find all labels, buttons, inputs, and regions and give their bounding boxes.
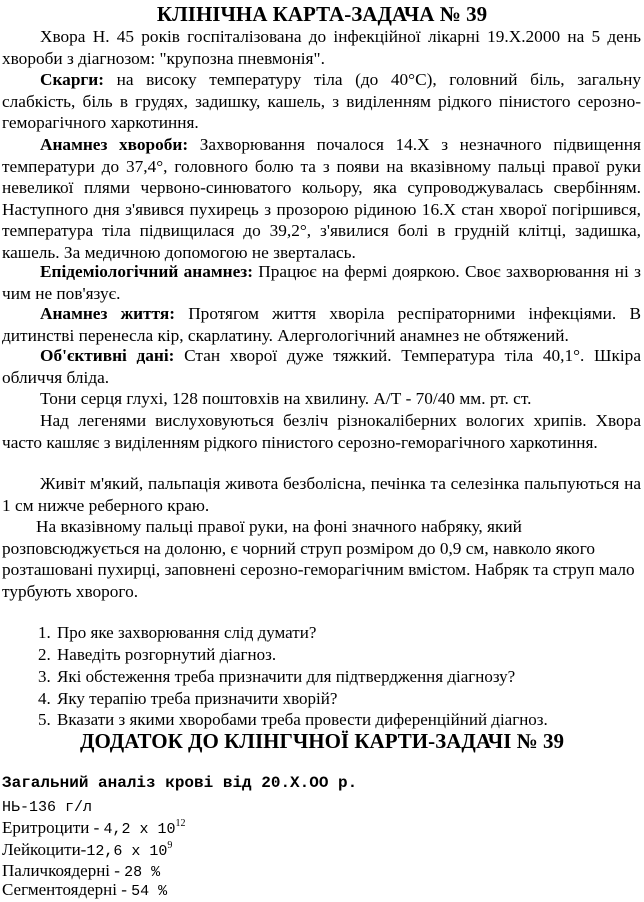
complaints-paragraph xyxy=(2,69,641,134)
epid-text: Працює на фермі дояркою. Своє захворювання ні з чим не пов'язує. xyxy=(2,262,641,303)
objective-text: Стан хворої дуже тяжкий. Температура тіла 40,1°. Шкіра обличчя бліда. xyxy=(2,346,641,387)
question-text: Яку терапію треба призначити хворій? xyxy=(57,689,338,708)
question-number: 4. xyxy=(38,689,51,708)
question-3 xyxy=(38,666,515,688)
question-2 xyxy=(38,644,276,666)
hemoglobin-value: НЬ-136 г/л xyxy=(2,799,93,816)
heart-paragraph: Тони серця глухі, 128 поштовхів на хвилину. А/Т - 70/40 мм. рт. ст. xyxy=(40,389,532,408)
erythrocytes-exponent: 12 xyxy=(175,818,186,829)
question-number: 3. xyxy=(38,667,51,686)
question-4 xyxy=(38,688,337,710)
abdomen-paragraph: Живіт м'який, пальпація живота безболісна, печінка та селезінка пальпуються на 1 см нижче реберного краю. xyxy=(2,474,641,515)
segmented-neutrophils-value: 54 % xyxy=(131,883,168,900)
history-text: Захворювання почалося 14.Х з незначного підвищення температури до 37,4°, головного болю та з появи на вказівному пальці правої руки невеликої плями червоно-синюватого кольору, яка супроводжувалась свербінням. Наступного дня з'явився пухирець з прозорою рідиною 16.Х стан хворої погіршився, температура тіла підвищилася до 39,2°, з'явилися болі в грудній клітці, задишка, кашель. За медичною допомогою не зверталась. xyxy=(2,135,641,262)
question-text: Які обстеження треба призначити для підтвердження діагнозу? xyxy=(57,667,516,686)
question-text: Про яке захворювання слід думати? xyxy=(57,623,317,642)
blood-test-heading: Загальний аналіз крові від 20.Х.ОО р. xyxy=(2,774,358,792)
life-paragraph xyxy=(2,303,641,346)
leukocytes-value: 12,6 х 10 xyxy=(86,843,168,860)
question-text: Наведіть розгорнутий діагноз. xyxy=(57,645,277,664)
leukocytes-row xyxy=(2,840,172,862)
question-5 xyxy=(38,709,548,731)
segmented-neutrophils-row xyxy=(2,880,167,902)
objective-label: Об'єктивні дані: xyxy=(40,346,175,365)
finger-paragraph: На вказівному пальці правої руки, на фоні значного набряку, який розповсюджується на долоню, є чорний струп розміром до 0,9 см, навколо якого розташовані пухирці, заповнені серозно-геморагічним вмістом. Набряк та струп мало турбують хворого. xyxy=(2,517,635,601)
leukocytes-exponent: 9 xyxy=(167,840,173,851)
life-text: Протягом життя хворіла респіраторними інфекціями. В дитинстві перенесла кір, скарлатину. Алергологічний анамнез не обтяжений. xyxy=(2,304,641,345)
intro-paragraph: Хвора Н. 45 років госпіталізована до інфекційної лікарні 19.Х.2000 на 5 день хвороби з діагнозом: "крупозна пневмонія". xyxy=(2,27,641,68)
segmented-neutrophils-label: Сегментоядерні - xyxy=(2,880,132,899)
complaints-text: на високу температуру тіла (до 40°С), головний біль, загальну слабкість, біль в грудях, задишку, кашель, з виділенням рідкого пінистого серозно-геморагічного харкотиння. xyxy=(2,70,641,133)
erythrocytes-label: Еритроцити - xyxy=(2,818,104,837)
question-number: 5. xyxy=(38,710,51,729)
life-label: Анамнез життя: xyxy=(40,304,175,323)
history-paragraph xyxy=(2,134,641,264)
question-text: Вказати з якими хворобами треба провести диференційний діагноз. xyxy=(57,710,548,729)
page-title: КЛІНІЧНА КАРТА-ЗАДАЧА № 39 xyxy=(156,2,488,26)
history-label: Анамнез хвороби: xyxy=(40,135,189,154)
appendix-title: ДОДАТОК ДО КЛІНГЧНОЇ КАРТИ-ЗАДАЧІ № 39 xyxy=(80,729,564,753)
erythrocytes-row xyxy=(2,818,186,840)
question-1 xyxy=(38,622,316,644)
complaints-label: Скарги: xyxy=(40,70,104,89)
leukocytes-label: Лейкоцити- xyxy=(2,840,87,859)
lungs-paragraph: Над легенями вислуховуються безліч різнокаліберних вологих хрипів. Хвора часто кашляє з виділенням рідкого пінистого серозно-геморагічного харкотиння. xyxy=(2,411,641,452)
hemoglobin-row xyxy=(2,796,92,818)
epid-label: Епідеміологічний анамнез: xyxy=(40,262,253,281)
band-neutrophils-value: 28 % xyxy=(124,864,161,881)
question-number: 2. xyxy=(38,645,51,664)
objective-paragraph xyxy=(2,345,641,388)
band-neutrophils-label: Паличкоядерні - xyxy=(2,861,125,880)
question-number: 1. xyxy=(38,623,51,642)
epid-paragraph xyxy=(2,261,641,304)
erythrocytes-value: 4,2 х 10 xyxy=(103,821,176,838)
